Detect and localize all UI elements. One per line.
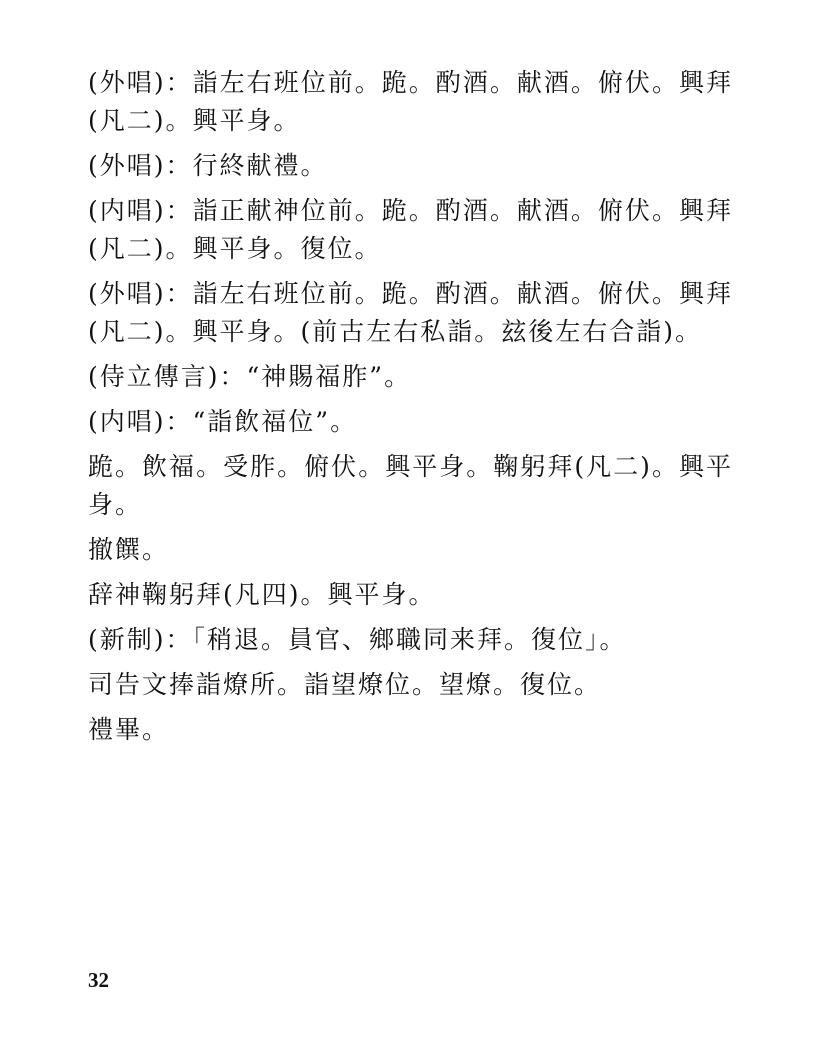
paragraph-new-system: (新制)：「稍退。員官、鄉職同来拜。復位」。	[88, 625, 627, 654]
paragraph-burn-prayer-text: 司告文捧詣燎所。詣望燎位。望燎。復位。	[88, 670, 602, 699]
paragraph-ceremony-end: 禮畢。	[88, 715, 170, 744]
paragraph-farewell-spirit: 辞神鞠躬拜(凡四)。興平身。	[88, 580, 436, 609]
paragraph-outer-chant-final-offering: (外唱)：行終献禮。	[88, 151, 328, 180]
document-body	[88, 64, 733, 756]
paragraph-outer-chant-left-right: (外唱)：詣左右班位前。跪。酌酒。献酒。俯伏。興拜(凡二)。興平身。	[88, 68, 733, 135]
paragraph-remove-offerings: 撤饌。	[88, 535, 170, 564]
paragraph-attendant-message: (侍立傳言)：“神賜福胙”。	[88, 362, 412, 391]
paragraph-inner-chant-blessing: (内唱)：“詣飲福位”。	[88, 407, 358, 436]
paragraph-inner-chant-main-offering: (内唱)：詣正献神位前。跪。酌酒。献酒。俯伏。興拜(凡二)。興平身。復位。	[88, 196, 733, 263]
page-number: 32	[88, 968, 109, 992]
paragraph-kneel-receive-blessing: 跪。飲福。受胙。俯伏。興平身。鞠躬拜(凡二)。興平身。	[88, 452, 733, 519]
paragraph-outer-chant-combined: (外唱)：詣左右班位前。跪。酌酒。献酒。俯伏。興拜(凡二)。興平身。(前古左右私詣。玆後左右合詣)。	[88, 279, 733, 346]
